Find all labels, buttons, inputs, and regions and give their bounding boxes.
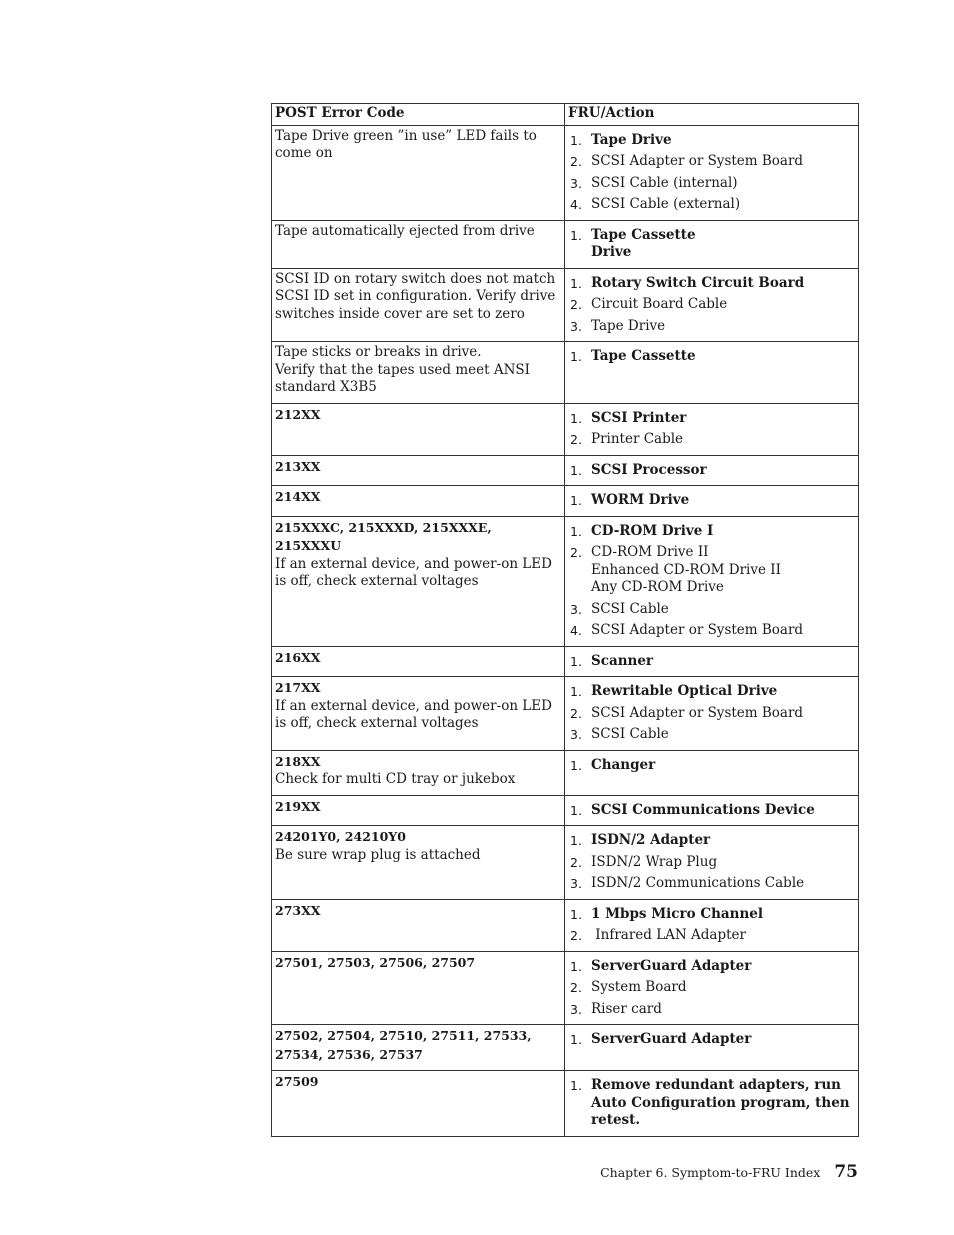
fru-list	[568, 683, 855, 744]
fru-item-text: SCSI Printer	[591, 409, 687, 426]
fru-action-cell	[565, 826, 859, 900]
fru-item-text: Printer Cable	[591, 431, 684, 447]
error-description: SCSI ID on rotary switch does not match SCSI ID set in configuration. Verify drive switches inside cover are set to zero	[275, 270, 556, 322]
fru-list-item	[568, 802, 855, 820]
error-code-cell	[272, 220, 565, 268]
fru-item-number: 3.	[570, 601, 582, 617]
error-code-cell	[272, 1025, 565, 1071]
fru-action-cell	[565, 220, 859, 268]
fru-action-cell	[565, 455, 859, 486]
fru-list-item	[568, 544, 855, 597]
column-header-fru-action: FRU/Action	[565, 104, 859, 126]
fru-action-cell	[565, 268, 859, 342]
fru-action-cell	[565, 951, 859, 1025]
table-row	[272, 899, 859, 951]
fru-list	[568, 906, 855, 945]
fru-item-number: 1.	[570, 653, 582, 669]
error-code: 215XXXC, 215XXXD, 215XXXE, 215XXXU	[275, 519, 492, 553]
table-row	[272, 455, 859, 486]
fru-list-item	[568, 431, 855, 449]
fru-list-item	[568, 275, 855, 293]
error-code-cell	[272, 516, 565, 646]
fru-item-subline: Enhanced CD-ROM Drive II	[591, 561, 781, 578]
fru-list-item	[568, 227, 855, 262]
fru-item-number: 3.	[570, 1001, 582, 1017]
error-code: 27501, 27503, 27506, 27507	[275, 954, 476, 970]
fru-action-cell	[565, 750, 859, 795]
table-row	[272, 403, 859, 455]
fru-item-text: Scanner	[591, 652, 654, 669]
table-row	[272, 951, 859, 1025]
error-code-cell	[272, 795, 565, 826]
error-description: Be sure wrap plug is attached	[275, 846, 481, 863]
fru-list-item	[568, 705, 855, 723]
fru-list-item	[568, 601, 855, 619]
chapter-title: Chapter 6. Symptom-to-FRU Index	[600, 1165, 821, 1180]
fru-list-item	[568, 979, 855, 997]
fru-item-text: ISDN/2 Adapter	[591, 832, 711, 848]
fru-item-number: 1.	[570, 958, 582, 974]
fru-item-number: 3.	[570, 318, 582, 334]
error-description: Tape sticks or breaks in drive. Verify that the tapes used meet ANSI standard X3B5	[275, 344, 530, 395]
table-row	[272, 795, 859, 826]
fru-list-item	[568, 410, 855, 428]
fru-item-number: 2.	[570, 705, 582, 721]
error-code-cell	[272, 677, 565, 751]
fru-item-text: Changer	[591, 756, 656, 773]
fru-item-number: 4.	[570, 623, 582, 638]
page-footer	[600, 1162, 858, 1182]
table-row	[272, 1025, 859, 1071]
fru-action-cell	[565, 646, 859, 677]
fru-item-text: Tape Drive	[591, 131, 672, 148]
fru-item-text: SCSI Adapter or System Board	[591, 153, 804, 169]
fru-item-text: WORM Drive	[591, 492, 690, 508]
error-description: Tape automatically ejected from drive	[275, 222, 535, 239]
error-code: 27502, 27504, 27510, 27511, 27533, 27534, 27536, 27537	[275, 1028, 532, 1062]
error-code-cell	[272, 268, 565, 342]
fru-list	[568, 227, 855, 262]
table-row	[272, 1071, 859, 1137]
fru-action-cell	[565, 125, 859, 220]
fru-item-text: Circuit Board Cable	[591, 296, 728, 312]
fru-item-number: 2.	[570, 297, 582, 312]
fru-list	[568, 1031, 855, 1049]
error-code-cell	[272, 1071, 565, 1137]
fru-item-number: 1.	[570, 523, 582, 539]
error-code: 273XX	[275, 902, 321, 918]
fru-item-text: Tape Cassette	[591, 348, 696, 364]
error-code-cell	[272, 125, 565, 220]
fru-action-cell	[565, 1025, 859, 1071]
fru-action-cell	[565, 795, 859, 826]
fru-list	[568, 462, 855, 480]
error-code-cell	[272, 403, 565, 455]
error-description: If an external device, and power-on LED is off, check external voltages	[275, 697, 552, 731]
fru-item-number: 1.	[570, 684, 582, 699]
fru-item-text: SCSI Cable	[591, 600, 669, 617]
fru-item-subline: Any CD-ROM Drive	[591, 579, 724, 595]
error-code: 218XX	[275, 753, 321, 769]
fru-list-item	[568, 906, 855, 924]
fru-list-item	[568, 726, 855, 744]
fru-list-item	[568, 132, 855, 150]
error-code-cell	[272, 342, 565, 404]
fru-list-item	[568, 927, 855, 945]
fru-list-item	[568, 854, 855, 872]
table-row	[272, 268, 859, 342]
error-code-cell	[272, 646, 565, 677]
fru-item-subline: Drive	[591, 244, 632, 260]
fru-list-item	[568, 958, 855, 976]
fru-item-number: 1.	[570, 462, 582, 478]
fru-item-text: SCSI Processor	[591, 461, 707, 478]
fru-item-number: 1.	[570, 1032, 582, 1047]
error-description: Check for multi CD tray or jukebox	[275, 771, 516, 787]
fru-list	[568, 1077, 855, 1130]
fru-item-number: 2.	[570, 928, 582, 943]
table-row	[272, 342, 859, 404]
fru-list-item	[568, 318, 855, 336]
fru-list-item	[568, 523, 855, 541]
fru-item-number: 2.	[570, 854, 582, 870]
fru-item-number: 3.	[570, 876, 582, 891]
error-code-cell	[272, 455, 565, 486]
column-header-post-error-code: POST Error Code	[272, 104, 565, 126]
fru-list-item	[568, 683, 855, 701]
fru-list-item	[568, 1077, 855, 1130]
fru-list	[568, 523, 855, 640]
fru-item-number: 2.	[570, 432, 582, 447]
fru-list-item	[568, 1031, 855, 1049]
table-header-row	[272, 104, 859, 126]
table-row	[272, 677, 859, 751]
fru-list-item	[568, 196, 855, 214]
fru-list-item	[568, 296, 855, 314]
error-code-cell	[272, 951, 565, 1025]
error-code-cell	[272, 826, 565, 900]
fru-item-text: ISDN/2 Communications Cable	[591, 875, 805, 891]
fru-list	[568, 757, 855, 775]
table-body	[272, 125, 859, 1136]
fru-list-item	[568, 832, 855, 850]
fru-action-cell	[565, 677, 859, 751]
fru-list	[568, 492, 855, 510]
fru-action-cell	[565, 516, 859, 646]
fru-item-text: SCSI Cable (internal)	[591, 174, 738, 191]
fru-list-item	[568, 653, 855, 671]
fru-item-number: 3.	[570, 175, 582, 191]
fru-item-number: 1.	[570, 493, 582, 508]
error-code: 219XX	[275, 798, 321, 814]
fru-item-number: 1.	[570, 349, 582, 364]
fru-item-text: ISDN/2 Wrap Plug	[591, 853, 718, 870]
fru-item-number: 3.	[570, 727, 582, 742]
fru-list	[568, 832, 855, 893]
fru-item-number: 1.	[570, 132, 582, 148]
table-row	[272, 750, 859, 795]
fru-item-number: 2.	[570, 545, 582, 560]
fru-action-cell	[565, 342, 859, 404]
fru-list-item	[568, 348, 855, 366]
fru-list	[568, 958, 855, 1019]
fru-list-item	[568, 875, 855, 893]
table-row	[272, 646, 859, 677]
fru-item-text: SCSI Cable (external)	[591, 196, 741, 212]
fru-item-text: Rotary Switch Circuit Board	[591, 274, 805, 291]
fru-item-text: 1 Mbps Micro Channel	[591, 905, 763, 922]
fru-item-number: 1.	[570, 757, 582, 773]
table-row	[272, 826, 859, 900]
error-code: 216XX	[275, 649, 321, 665]
fru-action-cell	[565, 486, 859, 517]
fru-item-text: SCSI Adapter or System Board	[591, 622, 804, 638]
fru-item-text: CD-ROM Drive II	[591, 544, 709, 560]
table-row	[272, 516, 859, 646]
fru-item-number: 2.	[570, 980, 582, 995]
fru-list	[568, 348, 855, 366]
table-row	[272, 125, 859, 220]
fru-item-text: Remove redundant adapters, run Auto Configuration program, then retest.	[591, 1077, 855, 1128]
fru-item-number: 1.	[570, 410, 582, 426]
fru-list	[568, 132, 855, 214]
fru-item-number: 4.	[570, 197, 582, 212]
fru-item-text: CD-ROM Drive I	[591, 522, 714, 539]
fru-action-cell	[565, 403, 859, 455]
fru-list	[568, 653, 855, 671]
error-code: 213XX	[275, 458, 321, 474]
fru-list-item	[568, 462, 855, 480]
fru-list-item	[568, 492, 855, 510]
fru-item-text: Rewritable Optical Drive	[591, 683, 778, 699]
error-code: 214XX	[275, 489, 321, 504]
fru-action-cell	[565, 899, 859, 951]
fru-list-item	[568, 1001, 855, 1019]
fru-item-text: System Board	[591, 979, 687, 995]
fru-item-number: 1.	[570, 1078, 582, 1093]
fru-list-item	[568, 622, 855, 640]
fru-item-number: 1.	[570, 833, 582, 848]
fru-list	[568, 802, 855, 820]
fru-item-number: 1.	[570, 802, 582, 818]
fru-item-number: 1.	[570, 227, 582, 243]
fru-item-text: SCSI Adapter or System Board	[591, 704, 804, 721]
fru-list	[568, 410, 855, 449]
fru-item-text: Tape Drive	[591, 317, 666, 334]
error-description: Tape Drive green ”in use” LED fails to come on	[275, 127, 537, 161]
fru-item-text: Riser card	[591, 1000, 662, 1017]
error-code: 27509	[275, 1074, 319, 1089]
table-row	[272, 486, 859, 517]
fru-item-number: 1.	[570, 906, 582, 922]
error-code: 24201Y0, 24210Y0	[275, 829, 406, 844]
fru-item-number: 2.	[570, 154, 582, 169]
fru-item-text: Infrared LAN Adapter	[591, 927, 746, 943]
fru-list-item	[568, 757, 855, 775]
fru-item-text: SCSI Communications Device	[591, 801, 815, 818]
fru-item-text: ServerGuard Adapter	[591, 957, 752, 974]
error-code: 212XX	[275, 406, 321, 422]
page-number: 75	[834, 1162, 858, 1182]
error-code-cell	[272, 899, 565, 951]
fru-table	[271, 103, 859, 1137]
fru-item-text: ServerGuard Adapter	[591, 1031, 752, 1047]
table-row	[272, 220, 859, 268]
fru-list-item	[568, 153, 855, 171]
error-code-cell	[272, 750, 565, 795]
error-description: If an external device, and power-on LED is off, check external voltages	[275, 555, 552, 589]
fru-item-text: SCSI Cable	[591, 726, 669, 742]
error-code-cell	[272, 486, 565, 517]
fru-action-cell	[565, 1071, 859, 1137]
fru-list-item	[568, 175, 855, 193]
fru-list	[568, 275, 855, 336]
fru-item-text: Tape Cassette	[591, 226, 696, 243]
error-code: 217XX	[275, 680, 321, 695]
fru-item-number: 1.	[570, 275, 582, 291]
